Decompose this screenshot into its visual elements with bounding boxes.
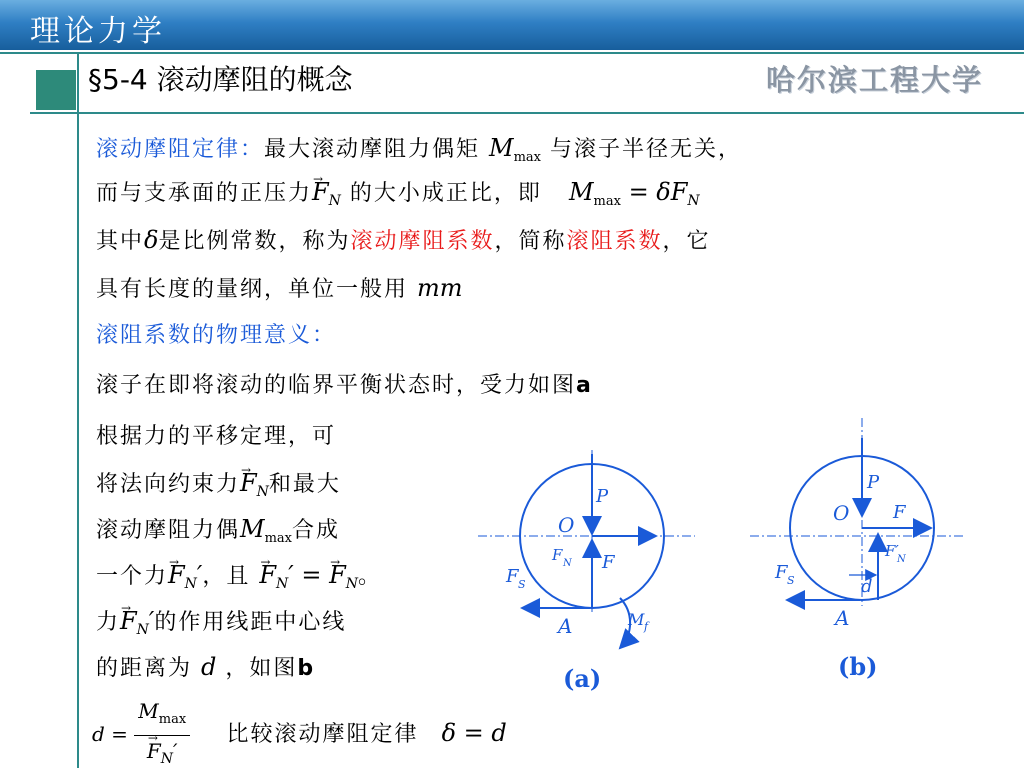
- svg-text:S: S: [787, 574, 795, 587]
- trans-2b: 和最大: [268, 472, 341, 497]
- trans-line-5: [96, 608, 346, 643]
- svg-text:O: O: [558, 513, 575, 537]
- trans-6b: ，如图: [225, 656, 298, 681]
- compare-line: [92, 696, 507, 774]
- svg-text:A: A: [835, 606, 850, 630]
- svg-text:S: S: [518, 578, 526, 591]
- meaning-label: 滚阻系数的物理意义：: [96, 323, 337, 348]
- svg-text:P: P: [867, 472, 880, 493]
- law-text-3: 而与支承面的正压力: [96, 181, 313, 206]
- trans-4a: 一个力: [96, 564, 169, 589]
- trans-line-1: 根据力的平移定理，可: [96, 424, 337, 449]
- math-mmax: $M_{max}$: [489, 134, 542, 165]
- math-delta: δ: [144, 226, 159, 254]
- law-line-1: [96, 135, 742, 171]
- critical-text: 滚子在即将滚动的临界平衡状态时，受力如图: [96, 373, 577, 398]
- caption-a: (a): [563, 664, 602, 693]
- section-marker: [36, 70, 76, 110]
- rolling-coef-term: 滚动摩阻系数: [350, 229, 495, 254]
- math-mmax-2: $M_{max}$: [240, 515, 293, 546]
- trans-4c: 。: [358, 564, 383, 589]
- trans-line-6: [96, 654, 315, 682]
- math-law-formula: $M_{max} = \delta F_N$: [568, 178, 700, 209]
- math-fnprime: → $F_N'$: [168, 561, 202, 589]
- law-text-6: 是比例常数，称为: [158, 229, 351, 254]
- trans-line-2: [96, 470, 341, 505]
- critical-line: [96, 373, 593, 399]
- math-d-formula: d = $M_{max}$ → $F_N'$: [92, 722, 197, 746]
- short-term: 滚阻系数: [566, 229, 663, 254]
- section-title: §5-4 滚动摩阻的概念: [88, 63, 353, 96]
- trans-6c: b: [297, 656, 316, 681]
- svg-text:A: A: [558, 614, 573, 638]
- math-fn: → $F_N$: [312, 178, 341, 206]
- trans-5a: 力: [96, 610, 121, 635]
- trans-5b: 的作用线距中心线: [154, 610, 347, 635]
- svg-text:N: N: [897, 554, 906, 565]
- math-fnprime-eq: → $F_N'$ = → $F_N$: [259, 561, 358, 589]
- university-logo: 哈尔滨工程大学: [766, 63, 984, 97]
- trans-line-3: [96, 516, 340, 552]
- law-text-9: 具有长度的量纲，单位一般用: [96, 277, 409, 302]
- svg-text:N: N: [563, 558, 572, 569]
- svg-text:F′: F′: [885, 542, 899, 560]
- d-fraction: $M_{max}$ → $F_N'$: [134, 696, 190, 774]
- svg-text:M: M: [628, 610, 645, 629]
- svg-text:f: f: [644, 620, 649, 633]
- law-line-3: [96, 227, 711, 255]
- trans-2a: 将法向约束力: [96, 472, 241, 497]
- compare-text: 比较滚动摩阻定律: [226, 721, 419, 747]
- math-fnprime-2: → $F_N'$: [120, 607, 154, 635]
- figure-a-labels: [505, 486, 650, 638]
- math-fn-2: → $F_N$: [240, 469, 269, 497]
- trans-3a: 滚动摩阻力偶: [96, 518, 241, 543]
- svg-text:F: F: [893, 502, 906, 523]
- title-bar: [0, 0, 1024, 50]
- top-divider: [0, 52, 1024, 54]
- law-text-7: ，简称: [494, 229, 567, 254]
- law-text-2: 与滚子半径无关，: [550, 137, 743, 162]
- law-text-1: 最大滚动摩阻力偶矩: [264, 137, 481, 162]
- trans-3b: 合成: [292, 518, 341, 543]
- trans-6a: 的距离为: [96, 656, 193, 681]
- caption-b: (b): [838, 652, 878, 681]
- law-line-2: [96, 179, 700, 215]
- svg-text:F: F: [602, 552, 615, 573]
- left-rule: [77, 52, 79, 768]
- svg-text:d: d: [861, 576, 873, 597]
- svg-text:P: P: [596, 486, 609, 507]
- unit-mm: mm: [417, 274, 463, 302]
- law-text-5: 其中: [96, 229, 145, 254]
- law-text-8: ，它: [662, 229, 711, 254]
- law-text-4: 的大小成正比，即: [349, 181, 542, 206]
- svg-text:O: O: [833, 501, 850, 525]
- svg-text:F: F: [552, 546, 563, 564]
- critical-fig-ref: a: [576, 373, 593, 398]
- math-delta-eq-d: δ = d: [441, 718, 507, 747]
- law-label: 滚动摩阻定律：: [96, 137, 265, 162]
- math-d: d: [201, 653, 217, 681]
- svg-text:F: F: [506, 566, 519, 587]
- figure-b: [745, 410, 975, 640]
- app-title: 理论力学: [30, 14, 166, 49]
- section-divider: [30, 112, 1024, 114]
- center-lines: [478, 450, 695, 612]
- trans-4b: ，且: [202, 564, 251, 589]
- figure-a: [470, 440, 700, 670]
- trans-line-4: [96, 562, 382, 597]
- law-line-4: [96, 275, 463, 303]
- svg-text:F: F: [775, 562, 788, 583]
